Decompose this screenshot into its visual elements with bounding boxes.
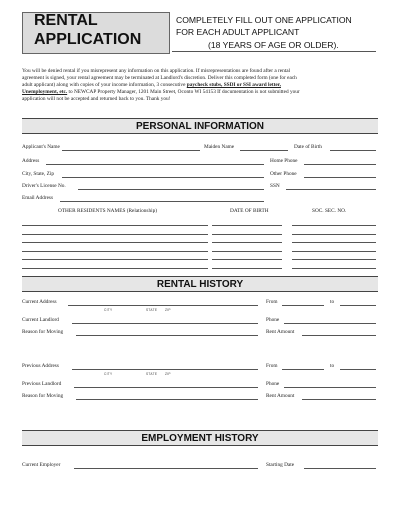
city-state-zip-field[interactable] — [62, 177, 264, 178]
dob-label: Date of Birth — [294, 144, 322, 150]
resident-ssn-field[interactable] — [292, 234, 376, 235]
rental-history-heading: RENTAL HISTORY — [156, 278, 244, 290]
previous-reason-label: Reason for Moving — [22, 393, 64, 399]
previous-landlord-phone-field[interactable] — [284, 387, 376, 388]
resident-name-field[interactable] — [22, 268, 208, 269]
intro-line-2: agreement is signed, your rental agreement may be terminated at Landlord's discretion. Deliver this completed form (one for each — [22, 75, 297, 81]
ssn-col-header: SOC. SEC. NO. — [312, 208, 347, 214]
previous-to-field[interactable] — [340, 369, 376, 370]
other-phone-label: Other Phone — [270, 171, 297, 177]
intro-line-3a: adult applicant) along with copies of your income information, 3 consecutive — [22, 82, 187, 88]
city-state-zip-label: City, State, Zip — [22, 171, 55, 177]
resident-dob-field[interactable] — [212, 242, 282, 243]
intro-line-3 — [22, 82, 281, 88]
employment-history-heading: EMPLOYMENT HISTORY — [141, 432, 259, 444]
dob-field[interactable] — [330, 150, 376, 151]
instruction-line-2: FOR EACH ADULT APPLICANT — [176, 27, 300, 37]
other-phone-field[interactable] — [304, 177, 376, 178]
intro-line-5: application will not be accepted and returned back to you. Thank you! — [22, 96, 171, 102]
starting-date-field[interactable] — [304, 468, 376, 469]
current-address-field[interactable] — [68, 305, 258, 306]
address-label: Address — [22, 158, 40, 164]
resident-name-field[interactable] — [22, 259, 208, 260]
instruction-line-3: (18 YEARS OF AGE OR OLDER). — [208, 40, 339, 50]
intro-line-4 — [22, 89, 300, 95]
dob-col-header: DATE OF BIRTH — [230, 208, 269, 214]
current-from-field[interactable] — [282, 305, 324, 306]
previous-landlord-phone-label: Phone — [266, 381, 280, 387]
intro-line-4b: to NEWCAP Property Manager, 1201 Main Street, Oconto WI 54153 If documentation is not submitted your — [67, 89, 300, 95]
intro-line-1: You will be denied rental if you misrepresent any information on this application. If misrepresentations are found after a rental — [22, 68, 291, 74]
resident-dob-field[interactable] — [212, 268, 282, 269]
resident-dob-field[interactable] — [212, 259, 282, 260]
previous-city-caption: CITY — [104, 372, 113, 376]
current-address-label: Current Address — [22, 299, 57, 305]
current-reason-label: Reason for Moving — [22, 329, 64, 335]
resident-ssn-field[interactable] — [292, 268, 376, 269]
rental-history-band — [22, 276, 378, 292]
personal-info-heading: PERSONAL INFORMATION — [136, 120, 264, 132]
current-employer-field[interactable] — [74, 468, 258, 469]
previous-zip-caption: ZIP — [165, 372, 171, 376]
previous-address-label: Previous Address — [22, 363, 59, 369]
resident-name-field[interactable] — [22, 251, 208, 252]
applicant-name-label: Applicant's Name — [22, 144, 60, 150]
current-city-caption: CITY — [104, 308, 113, 312]
current-rent-label: Rent Amount — [266, 329, 295, 335]
instruction-line-1: COMPLETELY FILL OUT ONE APPLICATION — [176, 15, 352, 25]
resident-dob-field[interactable] — [212, 251, 282, 252]
previous-address-field[interactable] — [72, 369, 258, 370]
personal-info-band — [22, 118, 378, 134]
previous-to-label: to — [330, 363, 335, 369]
previous-rent-label: Rent Amount — [266, 393, 295, 399]
residents-col-header: OTHER RESIDENTS NAMES (Relationship) — [58, 208, 158, 214]
current-landlord-phone-field[interactable] — [284, 323, 376, 324]
intro-income-docs: paycheck stubs, SSDI or SSI award letter, — [186, 82, 281, 88]
current-to-field[interactable] — [340, 305, 376, 306]
email-field[interactable] — [60, 201, 264, 202]
resident-dob-field[interactable] — [212, 225, 282, 226]
previous-from-label: From — [266, 363, 278, 369]
current-landlord-label: Current Landlord — [22, 317, 59, 323]
ssn-field[interactable] — [286, 189, 376, 190]
previous-landlord-label: Previous Landlord — [22, 381, 62, 387]
drivers-license-label: Driver's License No. — [22, 183, 66, 189]
current-from-label: From — [266, 299, 278, 305]
previous-landlord-field[interactable] — [74, 387, 258, 388]
title-line-1: RENTAL — [34, 12, 98, 29]
current-landlord-field[interactable] — [72, 323, 258, 324]
ssn-label: SSN — [270, 183, 280, 189]
current-landlord-phone-label: Phone — [266, 317, 280, 323]
resident-dob-field[interactable] — [212, 234, 282, 235]
home-phone-field[interactable] — [304, 164, 376, 165]
resident-name-field[interactable] — [22, 242, 208, 243]
intro-unemployment: Unemployment, etc. — [22, 89, 68, 95]
applicant-name-field[interactable] — [62, 150, 200, 151]
previous-from-field[interactable] — [282, 369, 324, 370]
resident-ssn-field[interactable] — [292, 225, 376, 226]
previous-reason-field[interactable] — [76, 399, 258, 400]
resident-ssn-field[interactable] — [292, 251, 376, 252]
current-employer-label: Current Employer — [22, 462, 61, 468]
current-reason-field[interactable] — [76, 335, 258, 336]
address-field[interactable] — [46, 164, 264, 165]
maiden-name-field[interactable] — [240, 150, 288, 151]
employment-history-band — [22, 430, 378, 446]
starting-date-label: Starting Date — [266, 462, 295, 468]
home-phone-label: Home Phone — [270, 158, 298, 164]
drivers-license-field[interactable] — [78, 189, 264, 190]
resident-ssn-field[interactable] — [292, 242, 376, 243]
title-line-2: APPLICATION — [34, 31, 142, 48]
previous-state-caption: STATE — [146, 372, 158, 376]
resident-name-field[interactable] — [22, 225, 208, 226]
current-to-label: to — [330, 299, 335, 305]
current-zip-caption: ZIP — [165, 308, 171, 312]
resident-ssn-field[interactable] — [292, 259, 376, 260]
current-state-caption: STATE — [146, 308, 158, 312]
header-rule — [172, 51, 376, 52]
previous-rent-field[interactable] — [302, 399, 376, 400]
current-rent-field[interactable] — [302, 335, 376, 336]
resident-name-field[interactable] — [22, 234, 208, 235]
maiden-name-label: Maiden Name — [204, 144, 235, 150]
email-label: Email Address — [22, 195, 54, 201]
